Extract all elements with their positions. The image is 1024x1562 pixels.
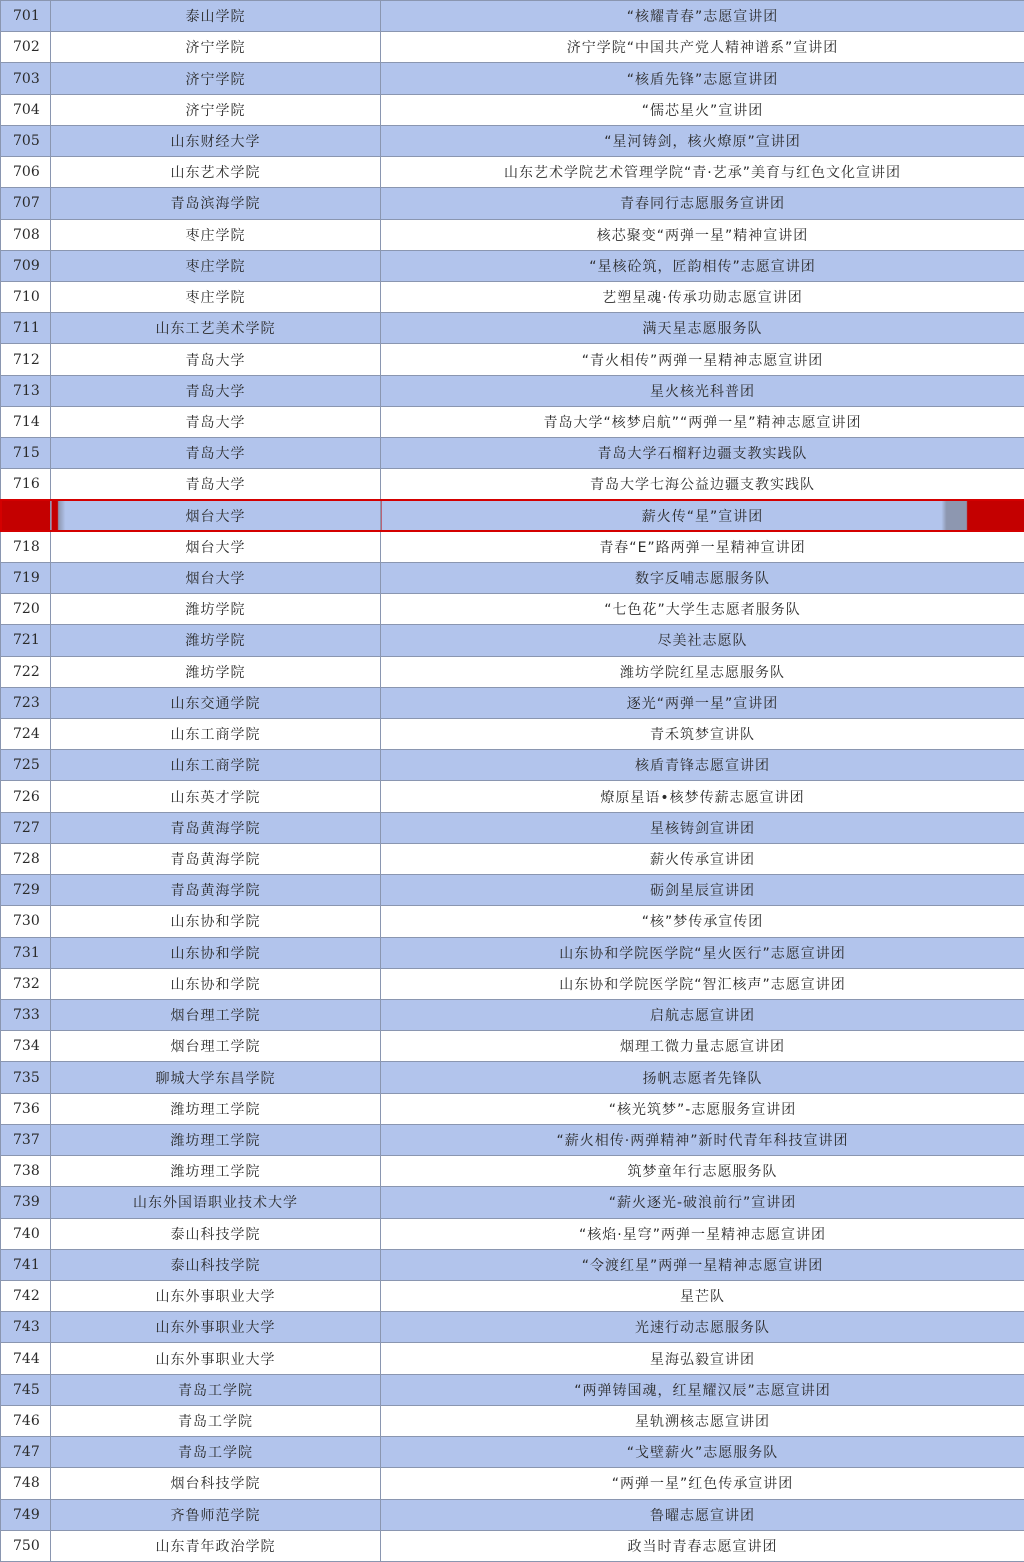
row-number-cell: 737 (1, 1124, 51, 1155)
school-name-cell: 青岛黄海学院 (51, 812, 381, 843)
table-row (1, 94, 1024, 125)
team-name-cell: “两弹一星”红色传承宣讲团 (381, 1468, 1024, 1499)
row-number-cell: 712 (1, 344, 51, 375)
team-name-cell: 潍坊学院红星志愿服务队 (381, 656, 1024, 687)
team-name-cell: “核盾先锋”志愿宣讲团 (381, 63, 1024, 94)
team-name-cell: 山东艺术学院艺术管理学院“青·艺承”美育与红色文化宣讲团 (381, 157, 1024, 188)
row-number-cell (1, 500, 51, 531)
row-number-cell: 738 (1, 1156, 51, 1187)
row-number-cell: 736 (1, 1093, 51, 1124)
row-number-cell: 734 (1, 1031, 51, 1062)
table-row (1, 1468, 1024, 1499)
team-name-cell: “七色花”大学生志愿者服务队 (381, 594, 1024, 625)
row-number-cell: 705 (1, 125, 51, 156)
row-number-cell: 724 (1, 719, 51, 750)
table-row (1, 125, 1024, 156)
team-name-cell: 数字反哺志愿服务队 (381, 562, 1024, 593)
school-name-cell: 山东工商学院 (51, 719, 381, 750)
school-name-cell: 潍坊理工学院 (51, 1093, 381, 1124)
table-row (1, 1374, 1024, 1405)
row-number-cell: 725 (1, 750, 51, 781)
school-name-cell: 山东外事职业大学 (51, 1343, 381, 1374)
table-row (1, 469, 1024, 500)
table-row (1, 1499, 1024, 1530)
table-row (1, 937, 1024, 968)
table-row (1, 188, 1024, 219)
table-row (1, 1187, 1024, 1218)
team-name-cell: 光速行动志愿服务队 (381, 1312, 1024, 1343)
row-number-cell: 722 (1, 656, 51, 687)
school-name-cell: 烟台大学 (51, 531, 381, 562)
team-name-cell: 烟理工微力量志愿宣讲团 (381, 1031, 1024, 1062)
row-number-cell: 713 (1, 375, 51, 406)
row-number-cell: 742 (1, 1280, 51, 1311)
row-number-cell: 721 (1, 625, 51, 656)
school-name-cell: 青岛工学院 (51, 1405, 381, 1436)
table-row (1, 781, 1024, 812)
row-number-cell: 703 (1, 63, 51, 94)
team-name-cell: 政当时青春志愿宣讲团 (381, 1530, 1024, 1561)
table-row (1, 1280, 1024, 1311)
team-name-cell: 筑梦童年行志愿服务队 (381, 1156, 1024, 1187)
school-name-cell: 齐鲁师范学院 (51, 1499, 381, 1530)
team-name-cell: 山东协和学院医学院“星火医行”志愿宣讲团 (381, 937, 1024, 968)
school-name-cell: 潍坊学院 (51, 594, 381, 625)
row-number-cell: 746 (1, 1405, 51, 1436)
team-name-cell: “核光筑梦”-志愿服务宣讲团 (381, 1093, 1024, 1124)
school-name-cell: 泰山科技学院 (51, 1218, 381, 1249)
team-name-cell: 鲁曜志愿宣讲团 (381, 1499, 1024, 1530)
row-number-cell: 709 (1, 250, 51, 281)
school-name-cell: 青岛大学 (51, 438, 381, 469)
row-number-cell: 726 (1, 781, 51, 812)
table-row (1, 1530, 1024, 1561)
row-number-cell: 735 (1, 1062, 51, 1093)
table-row (1, 1000, 1024, 1031)
table-row (1, 687, 1024, 718)
school-name-cell: 烟台大学 (51, 562, 381, 593)
table-row (1, 1093, 1024, 1124)
team-name-cell: 薪火传“星”宣讲团 (381, 500, 1024, 531)
team-name-cell: “核耀青春”志愿宣讲团 (381, 1, 1024, 32)
row-number-cell: 727 (1, 812, 51, 843)
row-number-cell: 741 (1, 1249, 51, 1280)
school-name-cell: 青岛黄海学院 (51, 875, 381, 906)
row-number-cell: 745 (1, 1374, 51, 1405)
row-number-cell: 749 (1, 1499, 51, 1530)
school-name-cell: 聊城大学东昌学院 (51, 1062, 381, 1093)
table-row (1, 438, 1024, 469)
row-number-cell: 733 (1, 1000, 51, 1031)
team-name-cell: 星海弘毅宣讲团 (381, 1343, 1024, 1374)
row-number-cell: 707 (1, 188, 51, 219)
table-row (1, 531, 1024, 562)
team-name-cell: “核”梦传承宣传团 (381, 906, 1024, 937)
team-name-cell: 核芯聚变“两弹一星”精神宣讲团 (381, 219, 1024, 250)
row-number-cell: 744 (1, 1343, 51, 1374)
school-name-cell: 山东工商学院 (51, 750, 381, 781)
table-row (1, 32, 1024, 63)
table-row (1, 1312, 1024, 1343)
table-row (1, 750, 1024, 781)
table-row (1, 281, 1024, 312)
school-name-cell: 潍坊理工学院 (51, 1124, 381, 1155)
team-name-cell: “薪火逐光-破浪前行”宣讲团 (381, 1187, 1024, 1218)
team-name-cell: “薪火相传·两弹精神”新时代青年科技宣讲团 (381, 1124, 1024, 1155)
school-name-cell: 山东外国语职业技术大学 (51, 1187, 381, 1218)
table-row (1, 1, 1024, 32)
school-name-cell: 潍坊理工学院 (51, 1156, 381, 1187)
team-name-cell: 星芒队 (381, 1280, 1024, 1311)
team-name-cell: “星核砼筑，匠韵相传”志愿宣讲团 (381, 250, 1024, 281)
school-name-cell: 山东工艺美术学院 (51, 313, 381, 344)
school-name-cell: 山东协和学院 (51, 968, 381, 999)
team-name-cell: 山东协和学院医学院“智汇核声”志愿宣讲团 (381, 968, 1024, 999)
team-name-cell: 尽美社志愿队 (381, 625, 1024, 656)
table-row (1, 562, 1024, 593)
row-number-cell: 748 (1, 1468, 51, 1499)
school-name-cell: 烟台大学 (51, 500, 381, 531)
row-number-cell: 719 (1, 562, 51, 593)
row-number-cell: 743 (1, 1312, 51, 1343)
row-number-cell: 750 (1, 1530, 51, 1561)
school-name-cell: 山东协和学院 (51, 906, 381, 937)
school-name-cell: 济宁学院 (51, 63, 381, 94)
table-row (1, 875, 1024, 906)
table-row (1, 313, 1024, 344)
row-number-cell: 716 (1, 469, 51, 500)
row-number-cell: 723 (1, 687, 51, 718)
team-name-cell: “两弹铸国魂，红星耀汉辰”志愿宣讲团 (381, 1374, 1024, 1405)
school-name-cell: 青岛工学院 (51, 1437, 381, 1468)
table-row (1, 63, 1024, 94)
table-row (1, 843, 1024, 874)
table-row (1, 1249, 1024, 1280)
team-name-cell: 扬帆志愿者先锋队 (381, 1062, 1024, 1093)
team-name-cell: 青岛大学七海公益边疆支教实践队 (381, 469, 1024, 500)
table-row (1, 375, 1024, 406)
row-number-cell: 740 (1, 1218, 51, 1249)
team-name-cell: “星河铸剑，核火燎原”宣讲团 (381, 125, 1024, 156)
table-row (1, 1156, 1024, 1187)
row-number-cell: 701 (1, 1, 51, 32)
school-name-cell: 山东财经大学 (51, 125, 381, 156)
school-name-cell: 山东外事职业大学 (51, 1312, 381, 1343)
table-row (1, 1437, 1024, 1468)
table-row (1, 906, 1024, 937)
school-name-cell: 青岛大学 (51, 406, 381, 437)
school-name-cell: 潍坊学院 (51, 625, 381, 656)
row-number-cell: 702 (1, 32, 51, 63)
team-name-cell: 青春同行志愿服务宣讲团 (381, 188, 1024, 219)
school-name-cell: 山东艺术学院 (51, 157, 381, 188)
row-number-cell: 708 (1, 219, 51, 250)
team-name-cell: 逐光“两弹一星”宣讲团 (381, 687, 1024, 718)
school-name-cell: 烟台理工学院 (51, 1000, 381, 1031)
row-number-cell: 720 (1, 594, 51, 625)
table-row (1, 1062, 1024, 1093)
table-row (1, 157, 1024, 188)
table-row (1, 250, 1024, 281)
team-name-cell: “儒芯星火”宣讲团 (381, 94, 1024, 125)
team-name-cell: 启航志愿宣讲团 (381, 1000, 1024, 1031)
school-name-cell: 烟台科技学院 (51, 1468, 381, 1499)
school-name-cell: 山东青年政治学院 (51, 1530, 381, 1561)
school-name-cell: 青岛工学院 (51, 1374, 381, 1405)
table-row (1, 1343, 1024, 1374)
table-row (1, 656, 1024, 687)
row-number-cell: 739 (1, 1187, 51, 1218)
row-number-cell: 715 (1, 438, 51, 469)
school-name-cell: 青岛滨海学院 (51, 188, 381, 219)
school-name-cell: 山东交通学院 (51, 687, 381, 718)
team-name-cell: 青岛大学“核梦启航”“两弹一星”精神志愿宣讲团 (381, 406, 1024, 437)
table-row (1, 1405, 1024, 1436)
row-number-cell: 710 (1, 281, 51, 312)
team-name-cell: 青春“E”路两弹一星精神宣讲团 (381, 531, 1024, 562)
school-name-cell: 山东外事职业大学 (51, 1280, 381, 1311)
table-body (1, 1, 1024, 1562)
team-name-cell: 薪火传承宣讲团 (381, 843, 1024, 874)
team-name-cell: 星火核光科普团 (381, 375, 1024, 406)
school-name-cell: 枣庄学院 (51, 250, 381, 281)
team-name-cell: “核焰·星穹”两弹一星精神志愿宣讲团 (381, 1218, 1024, 1249)
row-number-cell: 718 (1, 531, 51, 562)
team-name-cell: 燎原星语•核梦传薪志愿宣讲团 (381, 781, 1024, 812)
row-number-cell: 731 (1, 937, 51, 968)
table-row (1, 968, 1024, 999)
school-name-cell: 青岛黄海学院 (51, 843, 381, 874)
table-row (1, 594, 1024, 625)
row-number-cell: 706 (1, 157, 51, 188)
row-number-cell: 728 (1, 843, 51, 874)
team-name-cell: 满天星志愿服务队 (381, 313, 1024, 344)
team-name-cell: 艺塑星魂·传承功勋志愿宣讲团 (381, 281, 1024, 312)
school-name-cell: 枣庄学院 (51, 219, 381, 250)
school-name-cell: 济宁学院 (51, 94, 381, 125)
school-name-cell: 枣庄学院 (51, 281, 381, 312)
school-name-cell: 烟台理工学院 (51, 1031, 381, 1062)
school-name-cell: 山东英才学院 (51, 781, 381, 812)
table-row (1, 719, 1024, 750)
school-name-cell: 泰山科技学院 (51, 1249, 381, 1280)
team-name-cell: 青禾筑梦宣讲队 (381, 719, 1024, 750)
row-number-cell: 711 (1, 313, 51, 344)
school-name-cell: 济宁学院 (51, 32, 381, 63)
team-name-cell: 星轨溯核志愿宣讲团 (381, 1405, 1024, 1436)
table-row (1, 1124, 1024, 1155)
school-name-cell: 青岛大学 (51, 469, 381, 500)
team-name-cell: 星核铸剑宣讲团 (381, 812, 1024, 843)
school-name-cell: 潍坊学院 (51, 656, 381, 687)
row-number-cell: 714 (1, 406, 51, 437)
team-name-cell: 核盾青锋志愿宣讲团 (381, 750, 1024, 781)
table-row (1, 1218, 1024, 1249)
school-name-cell: 青岛大学 (51, 375, 381, 406)
table-row (1, 812, 1024, 843)
row-number-cell: 747 (1, 1437, 51, 1468)
table-row (1, 219, 1024, 250)
school-name-cell: 泰山学院 (51, 1, 381, 32)
table-row (1, 406, 1024, 437)
school-name-cell: 山东协和学院 (51, 937, 381, 968)
team-name-cell: “青火相传”两弹一星精神志愿宣讲团 (381, 344, 1024, 375)
row-number-cell: 730 (1, 906, 51, 937)
table-row (1, 625, 1024, 656)
team-name-cell: “戈壁薪火”志愿服务队 (381, 1437, 1024, 1468)
row-number-cell: 729 (1, 875, 51, 906)
row-number-cell: 732 (1, 968, 51, 999)
team-name-cell: 青岛大学石榴籽边疆支教实践队 (381, 438, 1024, 469)
team-name-cell: 砺剑星辰宣讲团 (381, 875, 1024, 906)
table-row (1, 1031, 1024, 1062)
table-row (1, 344, 1024, 375)
table-row (1, 500, 1024, 531)
row-number-cell: 704 (1, 94, 51, 125)
team-name-cell: “令渡红星”两弹一星精神志愿宣讲团 (381, 1249, 1024, 1280)
team-name-cell: 济宁学院“中国共产党人精神谱系”宣讲团 (381, 32, 1024, 63)
school-name-cell: 青岛大学 (51, 344, 381, 375)
